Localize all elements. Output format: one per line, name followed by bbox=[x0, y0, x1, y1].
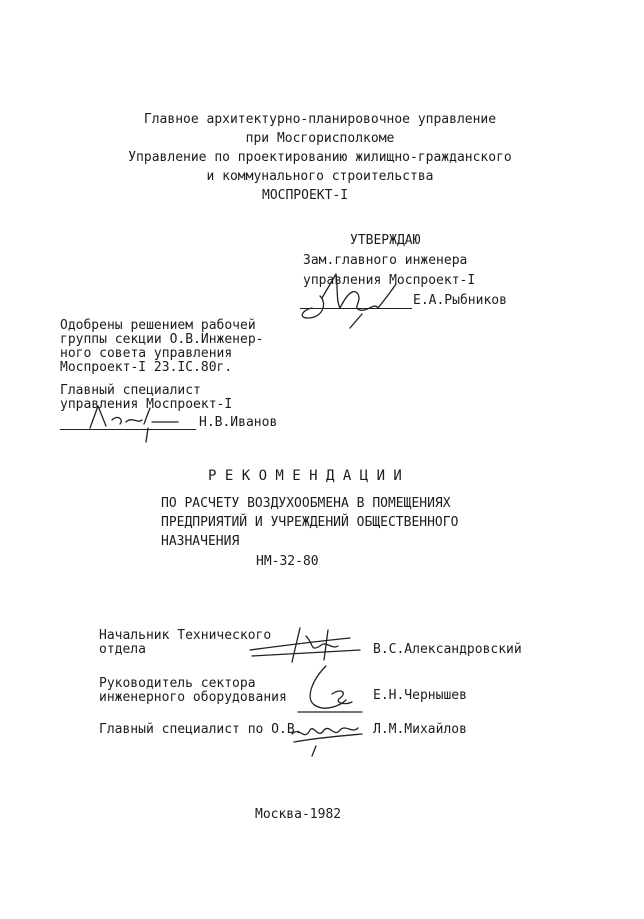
approved-line-2: группы секции О.В.Инженер- bbox=[60, 332, 264, 347]
approved-line-4: Моспроект-I 23.IC.80г. bbox=[60, 360, 233, 375]
signatory-3-name: Л.М.Михайлов bbox=[373, 722, 467, 737]
header-line-3: Управление по проектированию жилищно-гражданского bbox=[128, 150, 512, 165]
document-title-3: НАЗНАЧЕНИЯ bbox=[161, 534, 240, 549]
approval-line-2: управления Моспроект-I bbox=[303, 273, 476, 288]
approval-line-1: Зам.главного инженера bbox=[303, 253, 468, 268]
signatory-1-name: В.С.Александровский bbox=[373, 642, 522, 657]
header-line-4: и коммунального строительства bbox=[206, 169, 434, 184]
document-type: Р Е К О М Е Н Д А Ц И И bbox=[208, 468, 402, 484]
approved-line-3: ного совета управления bbox=[60, 346, 233, 361]
chief-name: Н.В.Иванов bbox=[199, 415, 278, 430]
signatory-3-signature bbox=[286, 716, 366, 758]
signatory-1-role-2: отдела bbox=[99, 642, 146, 657]
chief-line-2: управления Моспроект-I bbox=[60, 397, 233, 412]
signatory-2-role-1: Руководитель сектора bbox=[99, 676, 256, 691]
footer-place-year: Москва-1982 bbox=[255, 807, 342, 822]
signatory-1-role-1: Начальник Технического bbox=[99, 628, 272, 643]
signatory-3-role-1: Главный специалист по О.В. bbox=[99, 722, 303, 737]
document-code: НМ-32-80 bbox=[256, 554, 319, 569]
document-title-1: ПО РАСЧЕТУ ВОЗДУХООБМЕНА В ПОМЕЩЕНИЯХ bbox=[161, 496, 451, 511]
chief-line-1: Главный специалист bbox=[60, 383, 201, 398]
signatory-2-signature bbox=[292, 660, 372, 720]
chief-signature bbox=[80, 398, 190, 444]
signatory-2-role-2: инженерного оборудования bbox=[99, 690, 287, 705]
approval-title: УТВЕРЖДАЮ bbox=[350, 233, 421, 248]
signatory-2-name: Е.Н.Чернышев bbox=[373, 688, 467, 703]
approval-signature bbox=[292, 268, 402, 340]
header-line-1: Главное архитектурно-планировочное управление bbox=[143, 112, 497, 127]
header-line-2: при Мосгорисполкоме bbox=[245, 131, 395, 146]
approved-line-1: Одобрены решением рабочей bbox=[60, 318, 256, 333]
approval-name: Е.А.Рыбников bbox=[413, 293, 507, 308]
document-title-2: ПРЕДПРИЯТИЙ И УЧРЕЖДЕНИЙ ОБЩЕСТВЕННОГО bbox=[161, 515, 459, 530]
header-line-5: МОСПРОЕКТ-I bbox=[262, 188, 349, 203]
